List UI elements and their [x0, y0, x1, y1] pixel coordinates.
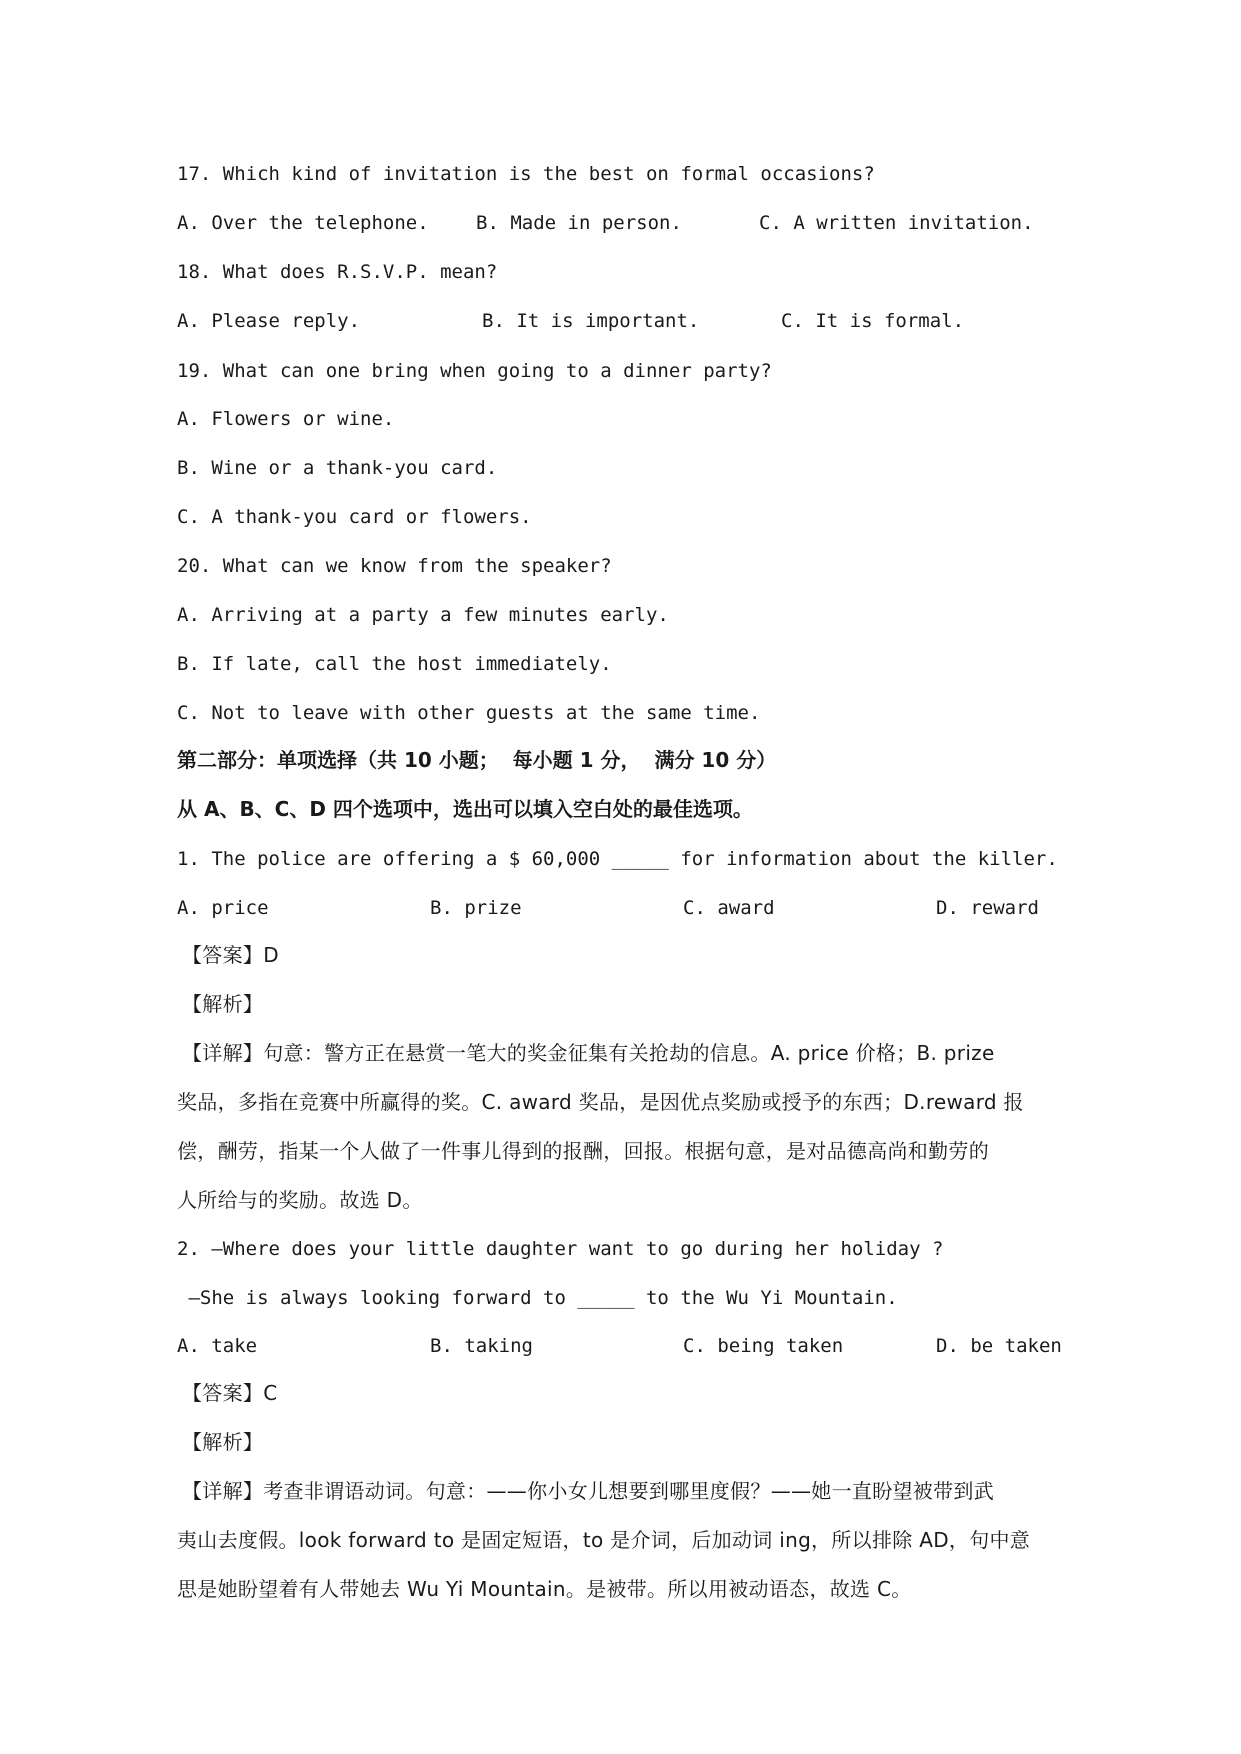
question-2-detail-line: 【详解】考查非谓语动词。句意：——你小女儿想要到哪里度假？——她一直盼望被带到武 — [182, 1479, 994, 1503]
question-2-option-a: A. take — [177, 1335, 258, 1357]
question-1-option-c: C. award — [683, 897, 775, 919]
question-17-stem: 17. Which kind of invitation is the best on formal occasions? — [177, 163, 875, 185]
question-18-option-c: C. It is formal. — [781, 310, 965, 332]
question-2-stem-line-1: 2. —Where does your little daughter want to go during her holiday ? — [177, 1238, 944, 1260]
question-18-option-b: B. It is important. — [482, 310, 700, 332]
question-2-option-d: D. be taken — [936, 1335, 1062, 1357]
question-18-option-a: A. Please reply. — [177, 310, 361, 332]
question-2-detail-line: 夷山去度假。look forward to 是固定短语，to 是介词，后加动词 ing，所以排除 AD，句中意 — [177, 1528, 1031, 1552]
section-heading: 第二部分：单项选择（共 10 小题； 每小题 1 分， 满分 10 分） — [177, 748, 777, 772]
question-1-analysis-label: 【解析】 — [182, 992, 264, 1016]
question-17-option-b: B. Made in person. — [476, 212, 682, 234]
question-2-analysis-label: 【解析】 — [182, 1430, 264, 1454]
question-1-detail-line: 偿，酬劳，指某一个人做了一件事儿得到的报酬，回报。根据句意，是对品德高尚和勤劳的 — [177, 1139, 989, 1163]
question-2-option-b: B. taking — [430, 1335, 533, 1357]
question-19-option-a: A. Flowers or wine. — [177, 408, 395, 430]
question-19-stem: 19. What can one bring when going to a dinner party? — [177, 360, 772, 382]
question-20-option-a: A. Arriving at a party a few minutes early. — [177, 604, 669, 626]
question-20-option-b: B. If late, call the host immediately. — [177, 653, 612, 675]
question-1-answer: 【答案】D — [182, 943, 279, 967]
question-2-option-c: C. being taken — [683, 1335, 844, 1357]
question-1-option-d: D. reward — [936, 897, 1039, 919]
question-20-option-c: C. Not to leave with other guests at the same time. — [177, 702, 761, 724]
question-2-detail-line: 思是她盼望着有人带她去 Wu Yi Mountain。是被带。所以用被动语态，故选 C。 — [177, 1577, 912, 1601]
question-17-option-c: C. A written invitation. — [759, 212, 1034, 234]
question-1-detail-line: 人所给与的奖励。故选 D。 — [177, 1188, 423, 1212]
question-1-detail-line: 【详解】句意：警方正在悬赏一笔大的奖金征集有关抢劫的信息。A. price 价格；B. prize — [182, 1041, 995, 1065]
question-1-option-a: A. price — [177, 897, 269, 919]
question-20-stem: 20. What can we know from the speaker? — [177, 555, 612, 577]
question-19-option-c: C. A thank-you card or flowers. — [177, 506, 532, 528]
question-2-stem-line-2: —She is always looking forward to _____ to the Wu Yi Mountain. — [177, 1287, 898, 1309]
question-1-stem: 1. The police are offering a $ 60,000 _____ for information about the killer. — [177, 848, 1058, 870]
question-1-option-b: B. prize — [430, 897, 522, 919]
section-instruction: 从 A、B、C、D 四个选项中，选出可以填入空白处的最佳选项。 — [177, 797, 753, 821]
question-2-answer: 【答案】C — [182, 1381, 278, 1405]
question-19-option-b: B. Wine or a thank-you card. — [177, 457, 498, 479]
question-17-option-a: A. Over the telephone. — [177, 212, 429, 234]
question-18-stem: 18. What does R.S.V.P. mean? — [177, 261, 498, 283]
question-1-detail-line: 奖品，多指在竞赛中所赢得的奖。C. award 奖品，是因优点奖励或授予的东西；D.reward 报 — [177, 1090, 1024, 1114]
